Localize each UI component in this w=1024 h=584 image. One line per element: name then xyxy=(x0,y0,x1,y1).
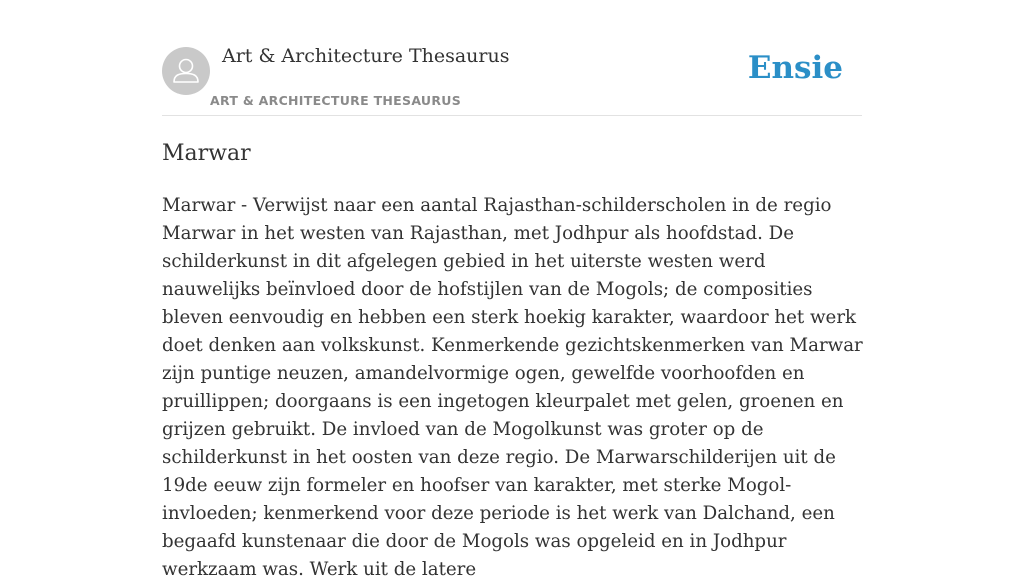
page-title: Marwar xyxy=(162,141,251,166)
author-avatar[interactable] xyxy=(162,47,210,95)
ensie-logo[interactable]: Ensie xyxy=(747,50,843,86)
header-divider xyxy=(162,115,862,116)
user-silhouette-icon xyxy=(162,47,210,95)
author-name[interactable]: Art & Architecture Thesaurus xyxy=(222,45,510,67)
author-subtitle[interactable]: ART & ARCHITECTURE THESAURUS xyxy=(210,93,462,108)
definition-text: Marwar - Verwijst naar een aantal Rajasthan-schilderscholen in de regio Marwar in het westen van Rajasthan, met Jodhpur als hoofdstad. De schilderkunst in dit afgelegen gebied in het uiterste westen werd nauwelijks beïnvloed door de hofstijlen van de Mogols; de composities bleven eenvoudig en hebben een sterk hoekig karakter, waardoor het werk doet denken aan volkskunst. Kenmerkende gezichtskenmerken van Marwar zijn puntige neuzen, amandelvormige ogen, gewelfde voorhoofden en pruillippen; doorgaans is een ingetogen kleurpalet met gelen, groenen en grijzen gebruikt. De invloed van de Mogolkunst was groter op de schilderkunst in het oosten van deze regio. De Marwarschilderijen uit de 19de eeuw zijn formeler en hoofser van karakter, met sterke Mogol-invloeden; kenmerkend voor deze periode is het werk van Dalchand, een begaafd kunstenaar die door de Mogols was opgeleid en in Jodhpur werkzaam was. Werk uit de latere xyxy=(162,195,863,580)
